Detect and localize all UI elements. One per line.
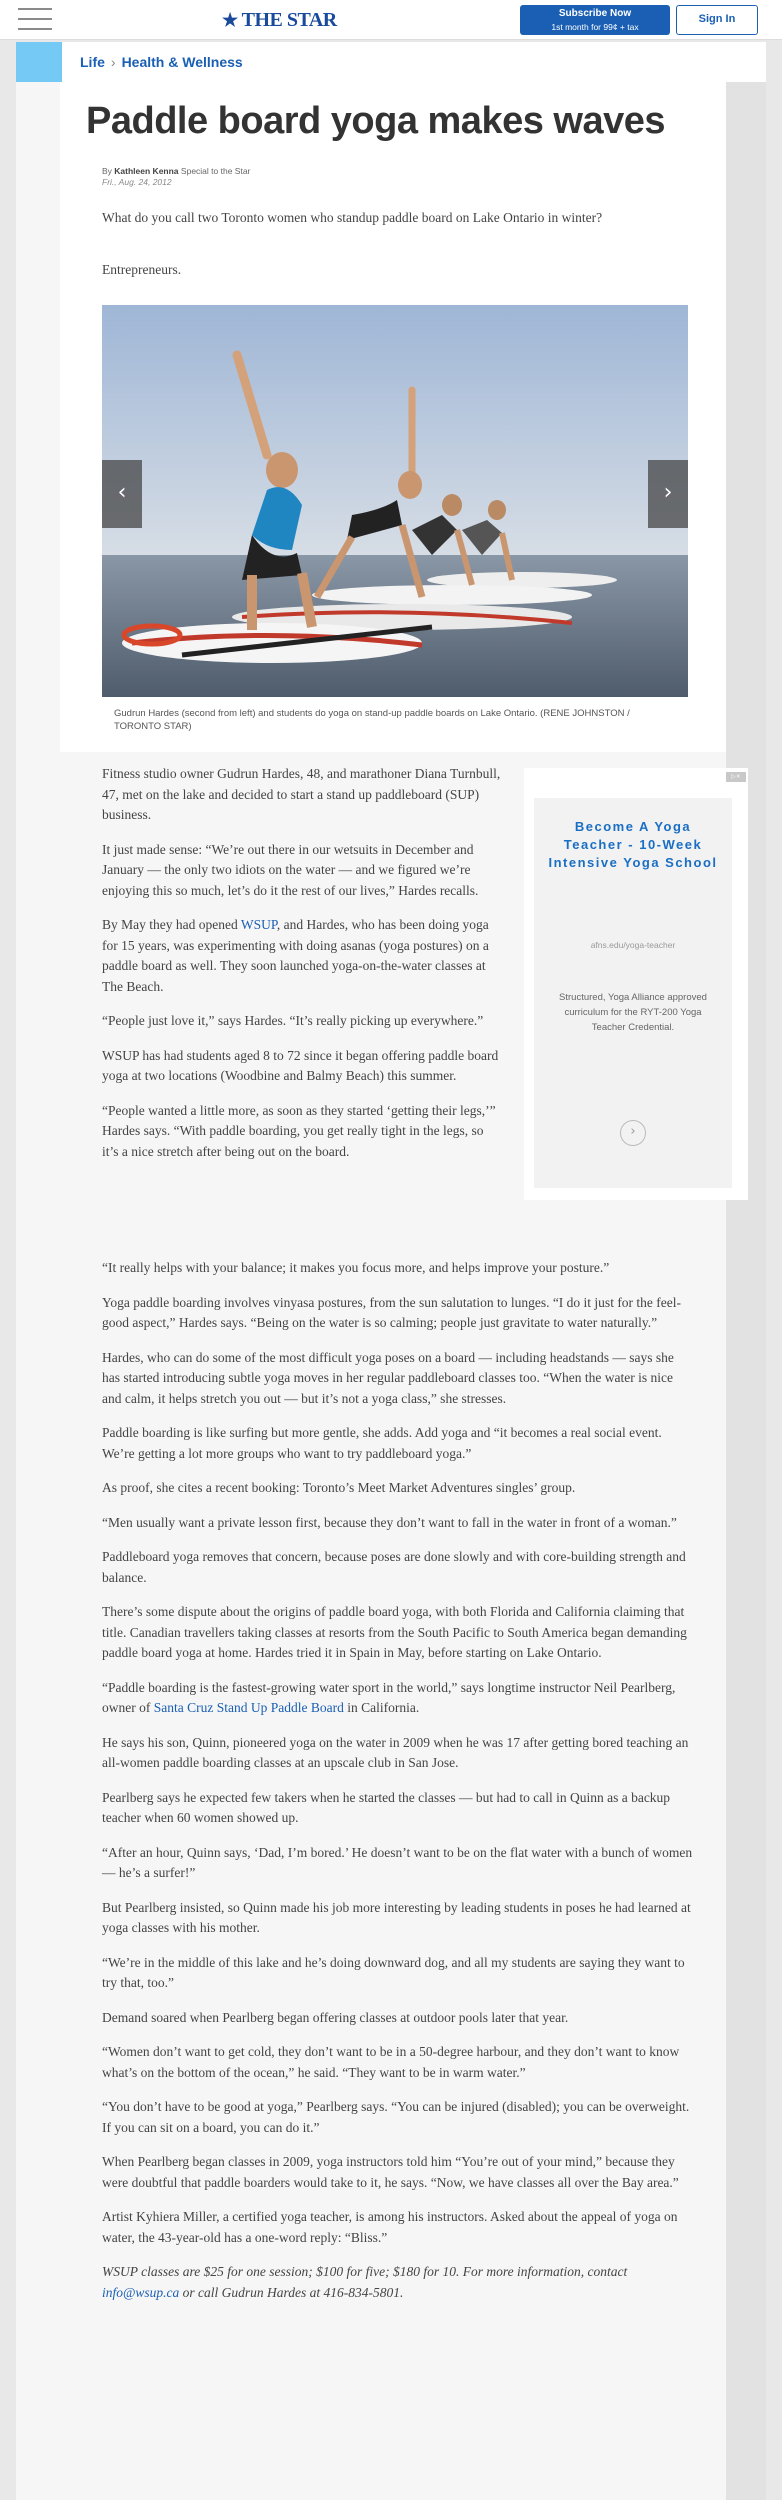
breadcrumb-life[interactable]: Life (80, 54, 105, 70)
body-paragraph: It just made sense: “We’re out there in our wetsuits in December and January — the only two idiots on the water — and we figured we’re enjoying this so much, let’s do it the rest of our lives,” Hardes recalls. (102, 841, 479, 898)
body-paragraph (102, 915, 502, 997)
body-paragraph: Artist Kyhiera Miller, a certified yoga teacher, is among his instructors. Asked about the appeal of yoga on water, the 43-year-old has a one-word reply: “Bliss.” (102, 2209, 678, 2245)
body-paragraph: Paddleboard yoga removes that concern, because poses are done slowly and with core-building strength and balance. (102, 1549, 686, 1585)
ad-description: Structured, Yoga Alliance approved curriculum for the RYT-200 Yoga Teacher Credential. (559, 992, 707, 1033)
gallery-prev-arrow-icon[interactable]: ‹ (102, 460, 142, 528)
body-paragraph: Demand soared when Pearlberg began offering classes at outdoor pools later that year. (102, 2009, 569, 2025)
paddle-board-yoga-photo (102, 305, 688, 697)
body-paragraph: “You don’t have to be good at yoga,” Pearlberg says. “You can be injured (disabled); you can be overweight. If you can sit on a board, you can do it.” (102, 2099, 690, 2135)
body-text: in California. (343, 1700, 420, 1715)
body-text: , and Hardes, who has been doing yoga for 15 years, was experimenting with doing asanas (yoga postures) on a paddle board as well. They soon launched yoga-on-the-water classes at The Beach. (102, 917, 489, 994)
photo-caption-box (102, 697, 688, 739)
subscribe-offer: 1st month for 99¢ + tax (551, 22, 639, 32)
wsup-link[interactable]: WSUP (240, 917, 277, 932)
article-body-narrow (102, 764, 502, 1176)
body-text: By May they had opened (102, 917, 241, 932)
body-text: WSUP classes are $25 for one session; $100 for five; $180 for 10. For more information, contact (102, 2264, 628, 2279)
body-paragraph: But Pearlberg insisted, so Quinn made his job more interesting by leading students in poses he had learned at yoga classes with his mother. (102, 1899, 691, 1935)
body-paragraph: There’s some dispute about the origins of paddle board yoga, with both Florida and California claiming that title. Canadian travellers taking classes at resorts from the South Pacific to South America began demanding paddle board yoga at home. Hardes tried it in Spain in May, before starting on Lake Ontario. (102, 1604, 687, 1660)
author-name[interactable]: Kathleen Kenna (114, 166, 179, 176)
author-role: Special to the Star (180, 166, 251, 176)
section-color-block (16, 42, 62, 82)
body-paragraph: As proof, she cites a recent booking: Toronto’s Meet Market Adventures singles’ group. (102, 1480, 576, 1495)
photo-caption: Gudrun Hardes (second from left) and students do yoga on stand-up paddle boards on Lake Ontario. (RENE JOHNSTON / TORONTO STAR) (114, 708, 630, 732)
advertisement[interactable] (524, 768, 748, 1200)
byline-prefix: By (102, 166, 112, 176)
publish-date: Fri., Aug. 24, 2012 (102, 177, 172, 187)
ad-title[interactable]: Become A Yoga Teacher - 10-Week Intensive Yoga School (548, 819, 718, 870)
body-paragraph: “After an hour, Quinn says, ‘Dad, I’m bored.’ He doesn’t want to be on the flat water with a bunch of women — he’s a surfer!” (102, 1844, 693, 1880)
gallery-next-arrow-icon[interactable]: › (648, 460, 688, 528)
body-text: “Paddle boarding is the fastest-growing water sport in the world,” says longtime instructor Neil Pearlberg, owner of (102, 1679, 676, 1715)
body-paragraph: Yoga paddle boarding involves vinyasa postures, from the sun salutation to lunges. “I do it just for the feel-good aspect,” Hardes says. “Being on the water is so calming; people just gravitate to water naturally.” (102, 1294, 682, 1330)
body-paragraph: When Pearlberg began classes in 2009, yoga instructors told him “You’re out of your mind,” because they were doubtful that paddle boarders would take to it, he says. “Now, we have classes all over the Bay area.” (102, 2154, 679, 2190)
body-paragraph: He says his son, Quinn, pioneered yoga on the water in 2009 when he was 17 after getting bored teaching an all-women paddle boarding classes at an upscale club in San Jose. (102, 1734, 689, 1770)
intro-paragraph: What do you call two Toronto women who standup paddle board on Lake Ontario in winter? (102, 210, 603, 225)
santa-cruz-sup-link[interactable]: Santa Cruz Stand Up Paddle Board (153, 1700, 344, 1715)
article-title: Paddle board yoga makes waves (86, 100, 665, 142)
breadcrumb (16, 42, 766, 82)
intro-paragraph-2: Entrepreneurs. (102, 262, 182, 277)
menu-icon[interactable] (18, 8, 52, 32)
body-paragraph: Paddle boarding is like surfing but more gentle, she adds. Add yoga and “it becomes a real social event. We’re getting a lot more groups who want to try paddleboard yoga.” (102, 1425, 662, 1461)
star-logo-icon: ★ (222, 9, 238, 30)
logo-text: THE STAR (241, 8, 337, 31)
subscribe-label: Subscribe Now (558, 8, 632, 19)
contact-paragraph (102, 2262, 694, 2303)
top-header (0, 0, 782, 40)
byline (102, 166, 250, 176)
body-paragraph: “People just love it,” says Hardes. “It’s really picking up everywhere.” (102, 1013, 484, 1028)
body-paragraph (102, 1678, 694, 1719)
article-body-wide (102, 1258, 694, 2317)
sign-in-button[interactable]: Sign In (676, 5, 758, 35)
breadcrumb-health-wellness[interactable]: Health & Wellness (121, 54, 243, 70)
photo-gallery (102, 305, 688, 697)
body-text: or call Gudrun Hardes at 416-834-5801. (179, 2284, 404, 2300)
body-paragraph: Pearlberg says he expected few takers when he started the classes — but had to call in Quinn as a backup teacher when 60 women showed up. (102, 1789, 671, 1825)
body-paragraph: “It really helps with your balance; it makes you focus more, and helps improve your posture.” (102, 1260, 610, 1275)
subscribe-button[interactable] (520, 5, 670, 35)
right-gutter (726, 82, 766, 2500)
ad-choices-icon[interactable]: ▷× (726, 772, 746, 782)
ad-chevron-right-icon[interactable]: › (620, 1120, 646, 1146)
ad-content (534, 798, 732, 1188)
body-paragraph: “Women don’t want to get cold, they don’t want to be in a 50-degree harbour, and they don’t want to know what’s on the bottom of the ocean,” he said. “They want to be in warm water.” (102, 2044, 680, 2080)
body-paragraph: “People wanted a little more, as soon as they started ‘getting their legs,’” Hardes says. “With paddle boarding, you get really tight in the legs, so it’s a nice stretch after being out on the board. (102, 1102, 496, 1159)
body-paragraph: Hardes, who can do some of the most difficult yoga poses on a board — including headstands — says she has started introducing subtle yoga moves in her regular paddleboard classes too. “When the water is nice and calm, it helps stretch you out — but it’s not a yoga class,” she stresses. (102, 1349, 674, 1406)
ad-url: afns.edu/yoga-teacher (590, 940, 676, 950)
body-paragraph: “Men usually want a private lesson first, because they don’t want to fall in the water in front of a woman.” (102, 1514, 677, 1530)
site-logo[interactable] (222, 8, 337, 32)
email-link[interactable]: info@wsup.ca (102, 2284, 180, 2300)
body-paragraph: WSUP has had students aged 8 to 72 since it began offering paddle board yoga at two locations (Woodbine and Balmy Beach) this summer. (102, 1047, 499, 1083)
body-paragraph: Fitness studio owner Gudrun Hardes, 48, and marathoner Diana Turnbull, 47, met on the lake and decided to start a stand up paddleboard (SUP) business. (102, 766, 501, 822)
breadcrumb-separator: › (110, 54, 116, 70)
body-paragraph: “We’re in the middle of this lake and he’s doing downward dog, and all my students are saying they want to try that, too.” (102, 1954, 685, 1990)
